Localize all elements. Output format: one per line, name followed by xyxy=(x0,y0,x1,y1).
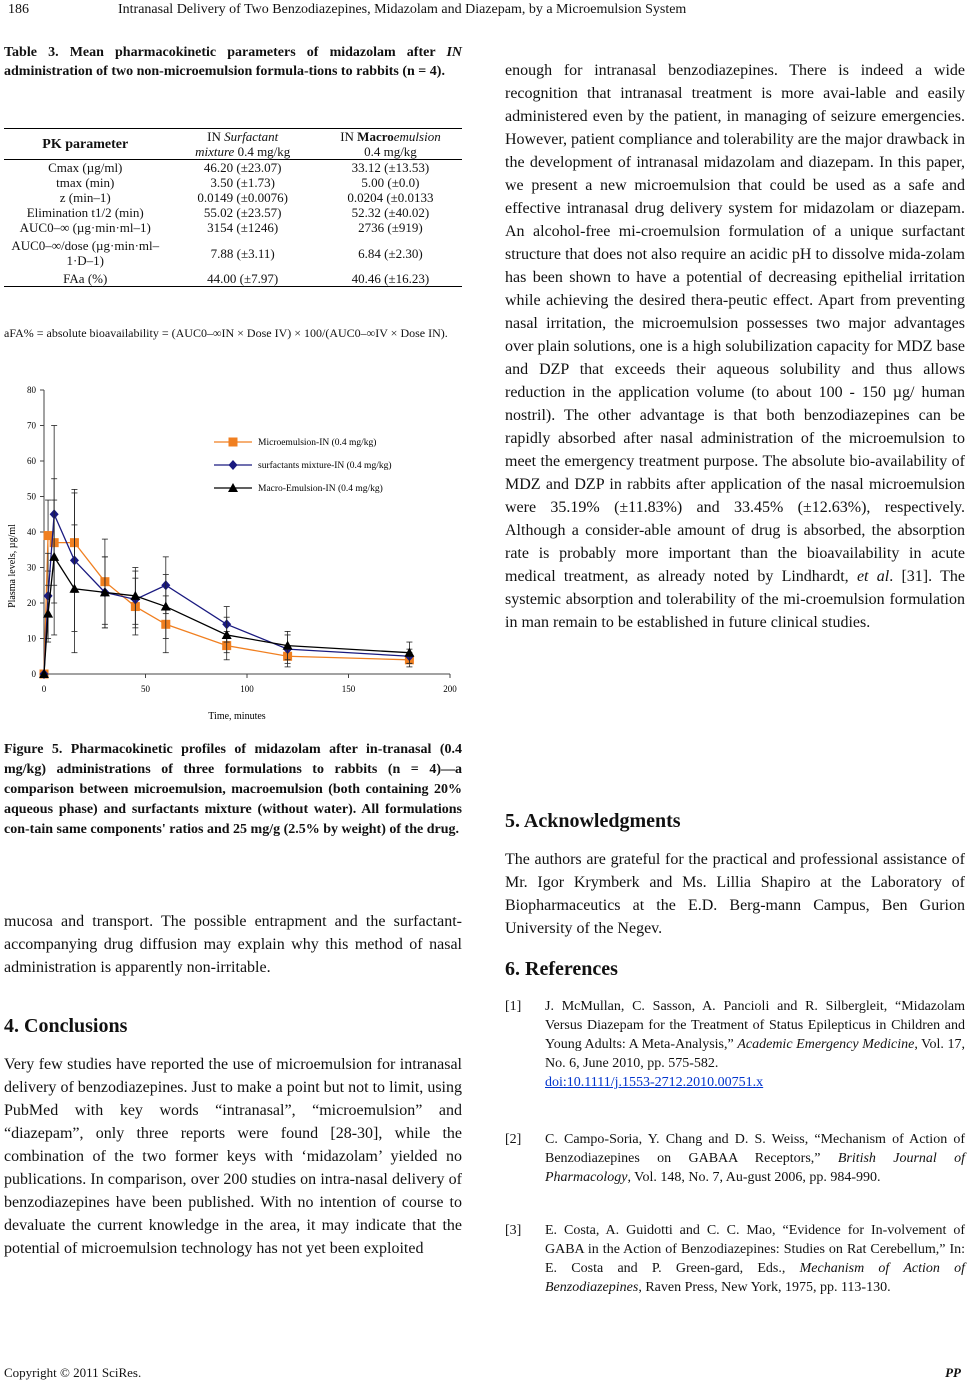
section-heading-references: 6. References xyxy=(505,958,618,980)
left-paragraph-2: Very few studies have reported the use of microemulsion for intranasal delivery of benzodiazepines. Just to make a point but not to limit, using PubMed with key words “intranasal”, “microemulsion” and “diazepam”, only three reports were found [28-30], while the combination of the two former keys with ‘midazolam’ yielded no publications. In comparison, over 200 studies on intra-nasal delivery of benzodiazepines have been published. With no intention of course to devaluate the current knowledge in the area, it may indicate that the potential of microemulsion technology has not yet been exploited xyxy=(4,1056,462,1257)
table-caption-suffix: administration of two non-microemulsion formula-tions to rabbits (n = 4). xyxy=(4,64,445,79)
reference-number: [2] xyxy=(505,1132,522,1147)
table-row: AUC0–∞/dose (µg·min·ml–1·D–1) 7.88 (±3.11) 6.84 (±2.30) xyxy=(11,238,423,268)
x-tick-label: 150 xyxy=(341,684,356,694)
y-tick-label: 50 xyxy=(27,491,36,502)
running-title: Intranasal Delivery of Two Benzodiazepines, Midazolam and Diazepam, by a Microemulsion System xyxy=(118,2,687,17)
legend-marker xyxy=(229,438,238,447)
table-caption-italic: IN xyxy=(446,45,462,60)
table-row: Cmax (µg/ml) 46.20 (±23.07) 33.12 (±13.53) xyxy=(48,160,430,175)
table-footnote: aFA% = absolute bioavailability = (AUC0–∞IN × Dose IV) × 100/(AUC0–∞IV × Dose IN). xyxy=(4,326,448,340)
y-tick-label: 80 xyxy=(27,385,36,395)
right-para-text-a: enough for intranasal benzodiazepines. There is indeed a wide recognition that intranasal treatment is more avai-lable and easily administered even by the patient, in managing of seizure emergencies. However, patient compliance and tolerability are the major drawback in the development of intranasal midazolam and diazepam. In this paper, we present a new microemulsion that could be used as a safe and effective intranasal drug delivery system for midazolam or diazepam. An alcohol-free mi-croemulsion formulation of a unique surfactant structure that does not also require an acidic pH to dissolve mida-zolam has been shown to have a potential of decreasing epithelial irritation while achieving the desired thera-peutic effect. Apart from preventing nasal irritation, the microemulsion possesses two major advantages over plain solutions, one is a high solubilization capacity for MDZ base and DZP that exceeds their aqueous solubility and thus allows reduction in the application volume (to about 100 - 150 µg/ human nostril). The other advantage is that both benzodiazepines can be rapidly absorbed after nasal administration of the microemulsion to meet the emergency treatment purpose. The absolute bio-availability of MDZ and DZP in rabbits after application of the nasal microemulsion were 35.19% (±11.83%) and 33.45% (±12.63%), respectively. Although a consider-able amount of drug is absorbed, the absorption rate is probably more important than the bioavailability in acute medical treatment, as already noted by Lindhardt, xyxy=(505,62,965,585)
pk-parameter-table xyxy=(4,128,462,287)
chart-x-axis-label: Time, minutes xyxy=(208,711,266,722)
table-header-surfactant: IN Surfactant mixture 0.4 mg/kg xyxy=(166,129,318,160)
table-header-macroemulsion: IN Macroemulsion 0.4 mg/kg xyxy=(319,129,462,160)
legend-label: Macro-Emulsion-IN (0.4 mg/kg) xyxy=(258,484,383,494)
table-row: FAa (%) 44.00 (±7.97) 40.46 (±16.23) xyxy=(4,271,462,287)
section-heading-conclusions: 4. Conclusions xyxy=(4,1015,128,1037)
legend-label: Microemulsion-IN (0.4 mg/kg) xyxy=(258,438,377,448)
x-tick-label: 50 xyxy=(141,684,150,694)
right-para-text-b: . [31]. The systemic absorption and tolerability of the mi-croemulsion formulation in man remain to be established in future clinical studies. xyxy=(505,568,965,631)
x-tick-label: 200 xyxy=(443,684,457,694)
section-heading-acknowledgments: 5. Acknowledgments xyxy=(505,810,681,832)
table-row: tmax (min) 3.50 (±1.73) 5.00 (±0.0) xyxy=(56,175,420,190)
x-tick-label: 0 xyxy=(41,684,47,694)
legend-label: surfactants mixture-IN (0.4 mg/kg) xyxy=(258,461,392,471)
reference-number: [3] xyxy=(505,1223,522,1238)
y-tick-label: 60 xyxy=(27,456,36,466)
right-paragraph-1 xyxy=(505,59,965,634)
page-number: 186 xyxy=(8,2,29,17)
acknowledgments-paragraph: The authors are grateful for the practical and professional assistance of Mr. Igor Krymberk and Ms. Lillia Shapiro at the Laboratory of Biopharmaceutics at the E.D. Berg-mann Campus, Ben Gurion University of the Negev. xyxy=(505,851,965,937)
table-caption xyxy=(4,43,462,81)
footer-journal-abbrev: PP xyxy=(945,1365,961,1380)
table-row: z (min–1) 0.0149 (±0.0076) 0.0204 (±0.0133 xyxy=(59,190,434,205)
pharmacokinetic-chart xyxy=(4,376,462,726)
y-tick-label: 10 xyxy=(27,633,36,644)
doi-link[interactable]: doi:10.1111/j.1553-2712.2010.00751.x xyxy=(545,1075,764,1090)
table-caption-prefix: Table 3. Mean pharmacokinetic parameters of midazolam after xyxy=(4,45,447,60)
y-tick-label: 40 xyxy=(27,527,36,537)
chart-y-axis-label: Plasma levels, µg/ml xyxy=(7,524,18,608)
y-tick-label: 0 xyxy=(31,669,36,679)
right-para-italic: et al xyxy=(856,568,890,585)
table-header-param: PK parameter xyxy=(4,129,166,160)
y-tick-label: 30 xyxy=(27,562,36,573)
y-tick-label: 70 xyxy=(27,420,36,431)
table-row: Elimination t1/2 (min) 55.02 (±23.57) 52.32 (±40.02) xyxy=(26,205,430,220)
table-row: AUC0–∞ (µg·min·ml–1) 3154 (±1246) 2736 (±919) xyxy=(19,220,423,235)
figure-caption: Figure 5. Pharmacokinetic profiles of midazolam after in-tranasal (0.4 mg/kg) administrations of three formulations to rabbits (n = 4)—a comparison between microemulsion, macroemulsion (both containing 20% aqueous phase) and surfactants mixture (without water). All formulations con-tain same components' ratios and 25 mg/g (2.5% by weight) of the drug. xyxy=(4,742,462,837)
y-tick-label: 20 xyxy=(27,598,36,608)
x-tick-label: 100 xyxy=(240,684,254,694)
footer-copyright: Copyright © 2011 SciRes. xyxy=(4,1365,142,1380)
reference-number: [1] xyxy=(505,999,522,1014)
left-paragraph-1: mucosa and transport. The possible entrapment and the surfactant-accompanying drug diffusion may explain why this method of nasal administration is apparently non-irritable. xyxy=(4,913,462,976)
